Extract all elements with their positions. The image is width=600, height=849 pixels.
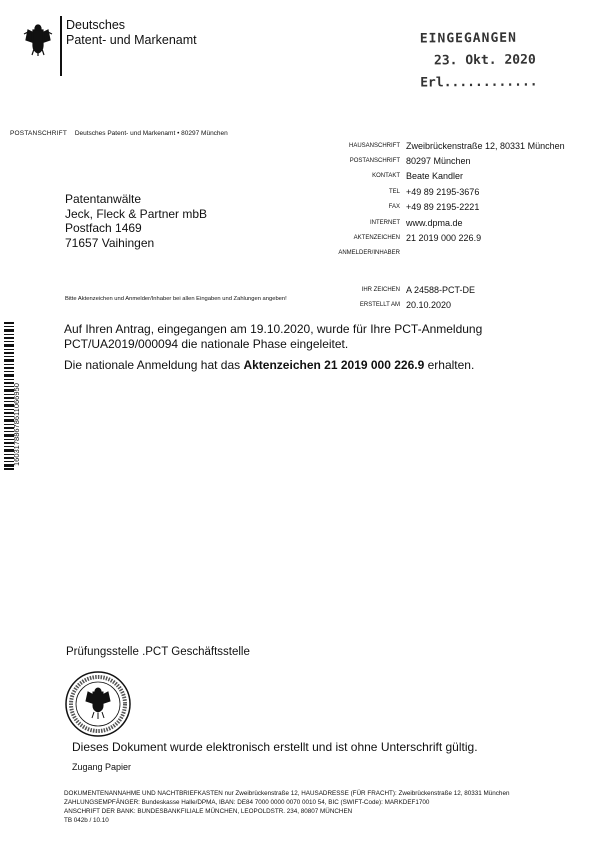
stamp-note: Erl............ [420,74,538,91]
letterhead-divider [60,16,62,76]
recipient-address [65,192,207,250]
info-label: HAUSANSCHRIFT [348,142,400,149]
info-row [310,200,565,215]
info-spacer [310,261,565,282]
office-name [66,18,197,48]
info-label: KONTAKT [372,173,400,180]
delivery-method: Zugang Papier [72,762,132,772]
info-label: INTERNET [370,219,400,226]
info-label: FAX [388,204,400,211]
received-stamp [420,27,538,94]
stamp-received: EINGEGANGEN [419,30,517,47]
info-value: 20.10.2020 [406,300,452,311]
info-value: Beate Kandler [406,171,464,182]
info-value: +49 89 2195-3676 [406,186,480,197]
postal-address-line [10,130,228,137]
info-row [310,282,565,297]
info-label: ANMELDER/INHABER [338,250,400,257]
barcode-number: 16031788678611066950 [12,383,21,466]
postal-value: Deutsches Patent- und Markenamt • 80297 München [74,130,228,137]
body-text-suffix: erhalten. [424,358,475,372]
info-label: ERSTELLT AM [359,302,400,309]
body-paragraph [64,358,564,373]
info-value: 21 2019 000 226.9 [406,233,482,244]
info-value: A 24588-PCT-DE [406,284,476,295]
info-block [310,138,565,313]
postal-label: POSTANSCHRIFT [10,130,68,137]
file-number-bold: Aktenzeichen 21 2019 000 226.9 [243,358,425,372]
info-value: Zweibrückenstraße 12, 80331 München [406,140,565,151]
footer-line: TB 042b / 10.10 [64,817,109,824]
body-paragraph: Auf Ihren Antrag, eingegangen am 19.10.2020, wurde für Ihre PCT-Anmeldung PCT/UA2019/000094 die nationale Phase eingeleitet. [64,322,483,351]
recipient-line: Postfach 1469 [65,221,142,235]
info-row [310,230,565,245]
info-row [310,215,565,230]
footer [64,789,509,825]
info-label: AKTENZEICHEN [353,235,400,242]
stamp-date: 23. Okt. 2020 [433,52,536,69]
eagle-logo-icon [22,22,54,58]
office-line-2: Patent- und Markenamt [66,33,197,47]
info-row [310,153,565,168]
footer-line: DOKUMENTENANNAHME UND NACHTBRIEFKASTEN nur Zweibrückenstraße 12, HAUSADRESSE (FÜR FRACHT): Zweibrückenstraße 12, 80331 München [64,790,510,797]
info-value: 80297 München [406,156,471,167]
office-line-1: Deutsches [66,18,126,32]
issuing-office: Prüfungsstelle .PCT Geschäftsstelle [66,646,250,658]
recipient-line: Jeck, Fleck & Partner mbB [65,206,208,221]
info-label: POSTANSCHRIFT [349,158,400,165]
info-row [310,169,565,184]
letter-body [64,322,564,379]
info-row [310,298,565,313]
info-row [310,138,565,153]
info-row [310,184,565,199]
info-row [310,246,565,261]
reference-hint: Bitte Aktenzeichen und Anmelder/Inhaber bei allen Eingaben und Zahlungen angeben! [65,296,287,302]
info-value: www.dpma.de [406,217,463,228]
footer-line: ANSCHRIFT DER BANK: BUNDESBANKFILIALE MÜNCHEN, LEOPOLDSTR. 234, 80807 MÜNCHEN [64,808,353,815]
recipient-line: Patentanwälte [65,192,142,206]
body-text-prefix: Die nationale Anmeldung hat das [64,358,244,372]
footer-line: ZAHLUNGSEMPFÄNGER: Bundeskasse Halle/DPMA, IBAN: DE84 7000 0000 0070 0010 54, BIC (SWIFT-Code): MARKDEF1700 [64,799,430,806]
recipient-line: 71657 Vaihingen [65,235,155,250]
info-value: +49 89 2195-2221 [406,202,480,213]
info-label: IHR ZEICHEN [361,286,400,293]
info-label: TEL [388,188,400,195]
validity-note: Dieses Dokument wurde elektronisch erstellt und ist ohne Unterschrift gültig. [72,740,478,754]
official-seal-icon [64,670,132,738]
